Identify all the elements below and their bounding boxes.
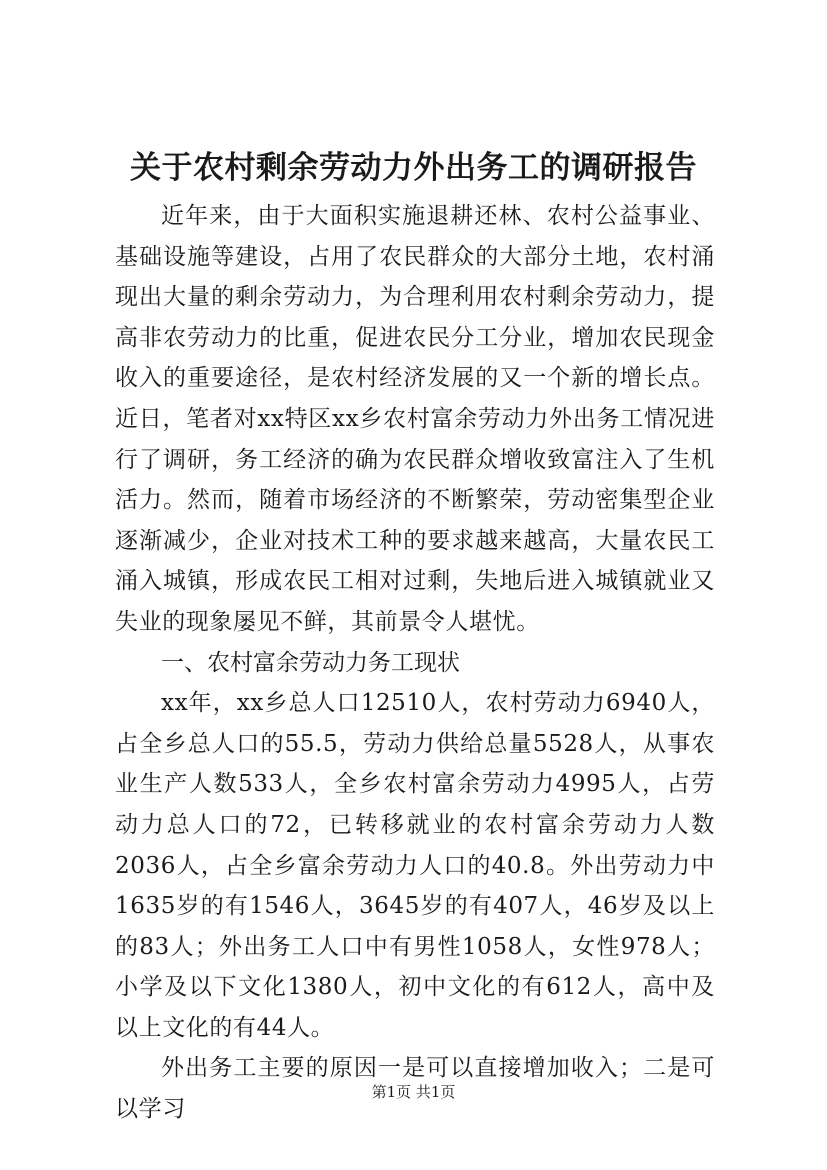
paragraph-reasons: 外出务工主要的原因一是可以直接增加收入；二是可以学习 (115, 1055, 715, 1123)
paragraph-intro: 近年来，由于大面积实施退耕还林、农村公益事业、基础设施等建设，占用了农民群众的大部分土地，农村涌现出大量的剩余劳动力，为合理利用农村剩余劳动力，提高非农劳动力的比重，促进农民分工分业，增加农民现金收入的重要途径，是农村经济发展的又一个新的增长点。近日，笔者对xx特区xx乡农村富余劳动力外出务工情况进行了调研，务工经济的确为农民群众增收致富注入了生机活力。然而，随着市场经济的不断繁荣，劳动密集型企业逐渐减少，企业对技术工种的要求越来越高，大量农民工涌入城镇，形成农民工相对过剩，失地后进入城镇就业又失业的现象屡见不鲜，其前景令人堪忧。 (115, 203, 715, 635)
document-body (115, 196, 715, 1130)
page-footer: 第1页 共1页 (371, 1083, 456, 1101)
document-title: 关于农村剩余劳动力外出务工的调研报告 (130, 150, 697, 186)
paragraph-statistics: xx年，xx乡总人口12510人，农村劳动力6940人，占全乡总人口的55.5，劳动力供给总量5528人，从事农业生产人数533人，全乡农村富余劳动力4995人，占劳动力总人口的72，已转移就业的农村富余劳动力人数2036人，占全乡富余劳动力人口的40.8。外出劳动力中1635岁的有1546人，3645岁的有407人，46岁及以上的83人；外出务工人口中有男性1058人，女性978人；小学及以下文化1380人，初中文化的有612人，高中及以上文化的有44人。 (115, 690, 715, 1041)
section-heading-1: 一、农村富余劳动力务工现状 (161, 649, 460, 676)
